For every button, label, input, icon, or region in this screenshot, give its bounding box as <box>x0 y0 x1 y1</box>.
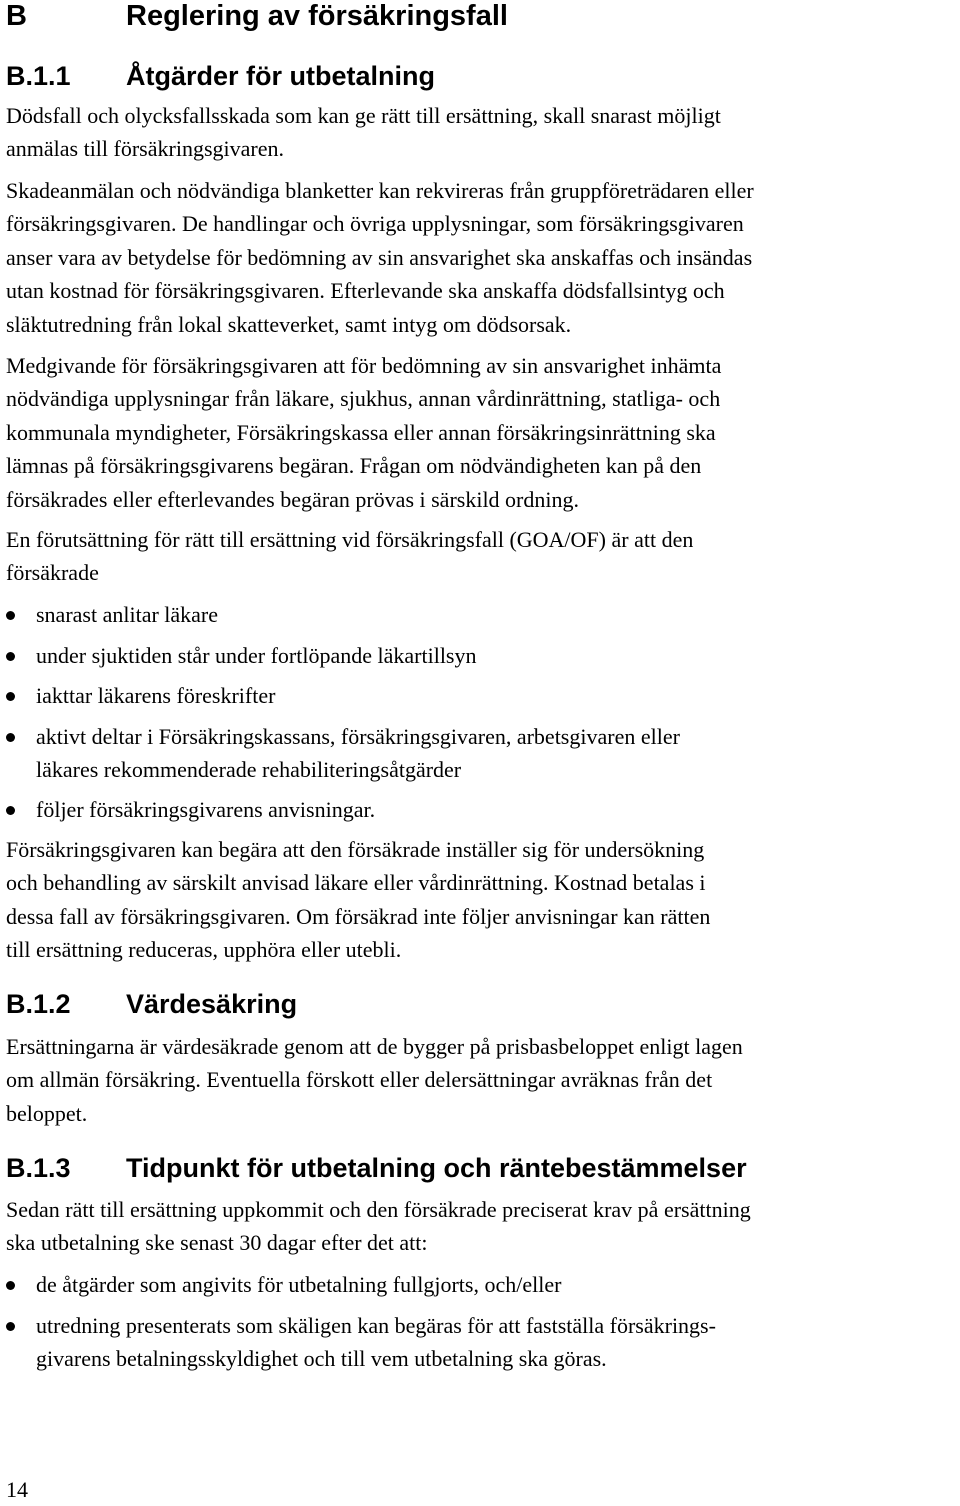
text-line: aktivt deltar i Försäkringskassans, försäkringsgivaren, arbetsgivaren eller <box>36 724 680 749</box>
text-line: dessa fall av försäkringsgivaren. Om försäkrad inte följer anvisningar kan rätten <box>6 903 711 929</box>
paragraph <box>6 99 956 166</box>
text-line: givarens betalningsskyldighet och till vem utbetalning ska göras. <box>36 1346 607 1372</box>
section-number: B.1.2 <box>6 989 71 1019</box>
text-line: Dödsfall och olycksfallsskada som kan ge rätt till ersättning, skall snarast möjligt <box>6 103 721 128</box>
text-line: försäkrade <box>6 560 99 586</box>
text-line: släktutredning från lokal skatteverket, samt intyg om dödsorsak. <box>6 311 572 337</box>
bullet-icon <box>6 611 15 620</box>
text-line: till ersättning reduceras, upphöra eller utebli. <box>6 937 402 963</box>
section-title: Tidpunkt för utbetalning och räntebestämmelser <box>126 1153 747 1183</box>
bullet-icon <box>6 733 15 742</box>
text-line: utredning presenterats som skäligen kan begäras för att fastställa försäkrings- <box>36 1313 716 1338</box>
text-line: anmälas till försäkringsgivaren. <box>6 136 284 162</box>
text-line: under sjuktiden står under fortlöpande läkartillsyn <box>36 643 477 668</box>
text-line: försäkrades eller efterlevandes begäran prövas i särskild ordning. <box>6 486 579 512</box>
text-line: Ersättningarna är värdesäkrade genom att de bygger på prisbasbeloppet enligt lagen <box>6 1034 743 1059</box>
chapter-title: Reglering av försäkringsfall <box>126 0 508 32</box>
text-line: Skadeanmälan och nödvändiga blanketter kan rekvireras från gruppföreträdaren eller <box>6 178 754 203</box>
text-line: utan kostnad för försäkringsgivaren. Efterlevande ska anskaffa dödsfallsintyg och <box>6 278 725 304</box>
text-line: och behandling av särskilt anvisad läkare eller vårdinrättning. Kostnad betalas i <box>6 870 706 896</box>
text-line: Sedan rätt till ersättning uppkommit och den försäkrade preciserat krav på ersättning <box>6 1197 751 1222</box>
paragraph <box>6 174 956 341</box>
text-line: anser vara av betydelse för bedömning av sin ansvarighet ska anskaffas och insändas <box>6 244 753 270</box>
text-line: de åtgärder som angivits för utbetalning fullgjorts, och/eller <box>36 1272 562 1297</box>
text-line: kommunala myndigheter, Försäkringskassa eller annan försäkringsinrättning ska <box>6 419 716 445</box>
paragraph <box>6 1030 956 1130</box>
paragraph <box>6 523 956 590</box>
section-title: Åtgärder för utbetalning <box>126 61 435 91</box>
text-line: följer försäkringsgivarens anvisningar. <box>36 797 376 822</box>
bullet-icon <box>6 692 15 701</box>
section-number: B.1.3 <box>6 1153 71 1183</box>
text-line: En förutsättning för rätt till ersättning vid försäkringsfall (GOA/OF) är att den <box>6 527 694 552</box>
page-number: 14 <box>6 1477 28 1502</box>
text-line: nödvändiga upplysningar från läkare, sjukhus, annan vårdinrättning, statliga- och <box>6 386 721 412</box>
text-line: försäkringsgivaren. De handlingar och övriga upplysningar, som försäkringsgivaren <box>6 211 744 237</box>
section-title: Värdesäkring <box>126 989 298 1019</box>
bullet-icon <box>6 1281 15 1290</box>
section-number: B.1.1 <box>6 61 71 91</box>
text-line: lämnas på försäkringsgivarens begäran. Frågan om nödvändigheten kan på den <box>6 453 702 479</box>
text-line: läkares rekommenderade rehabiliteringsåtgärder <box>36 757 462 783</box>
bullet-icon <box>6 1322 15 1331</box>
text-line: om allmän försäkring. Eventuella förskott eller delersättningar avräknas från det <box>6 1067 713 1093</box>
bullet-icon <box>6 652 15 661</box>
paragraph <box>6 349 956 516</box>
text-line: Försäkringsgivaren kan begära att den försäkrade inställer sig för undersökning <box>6 837 705 862</box>
text-line: Medgivande för försäkringsgivaren att för bedömning av sin ansvarighet inhämta <box>6 353 722 378</box>
paragraph <box>6 833 956 967</box>
text-line: snarast anlitar läkare <box>36 602 219 627</box>
text-line: ska utbetalning ske senast 30 dagar efter det att: <box>6 1230 428 1256</box>
bullet-icon <box>6 806 15 815</box>
paragraph <box>6 1193 956 1260</box>
chapter-number: B <box>6 0 27 32</box>
text-line: iakttar läkarens föreskrifter <box>36 683 276 708</box>
text-line: beloppet. <box>6 1100 88 1126</box>
